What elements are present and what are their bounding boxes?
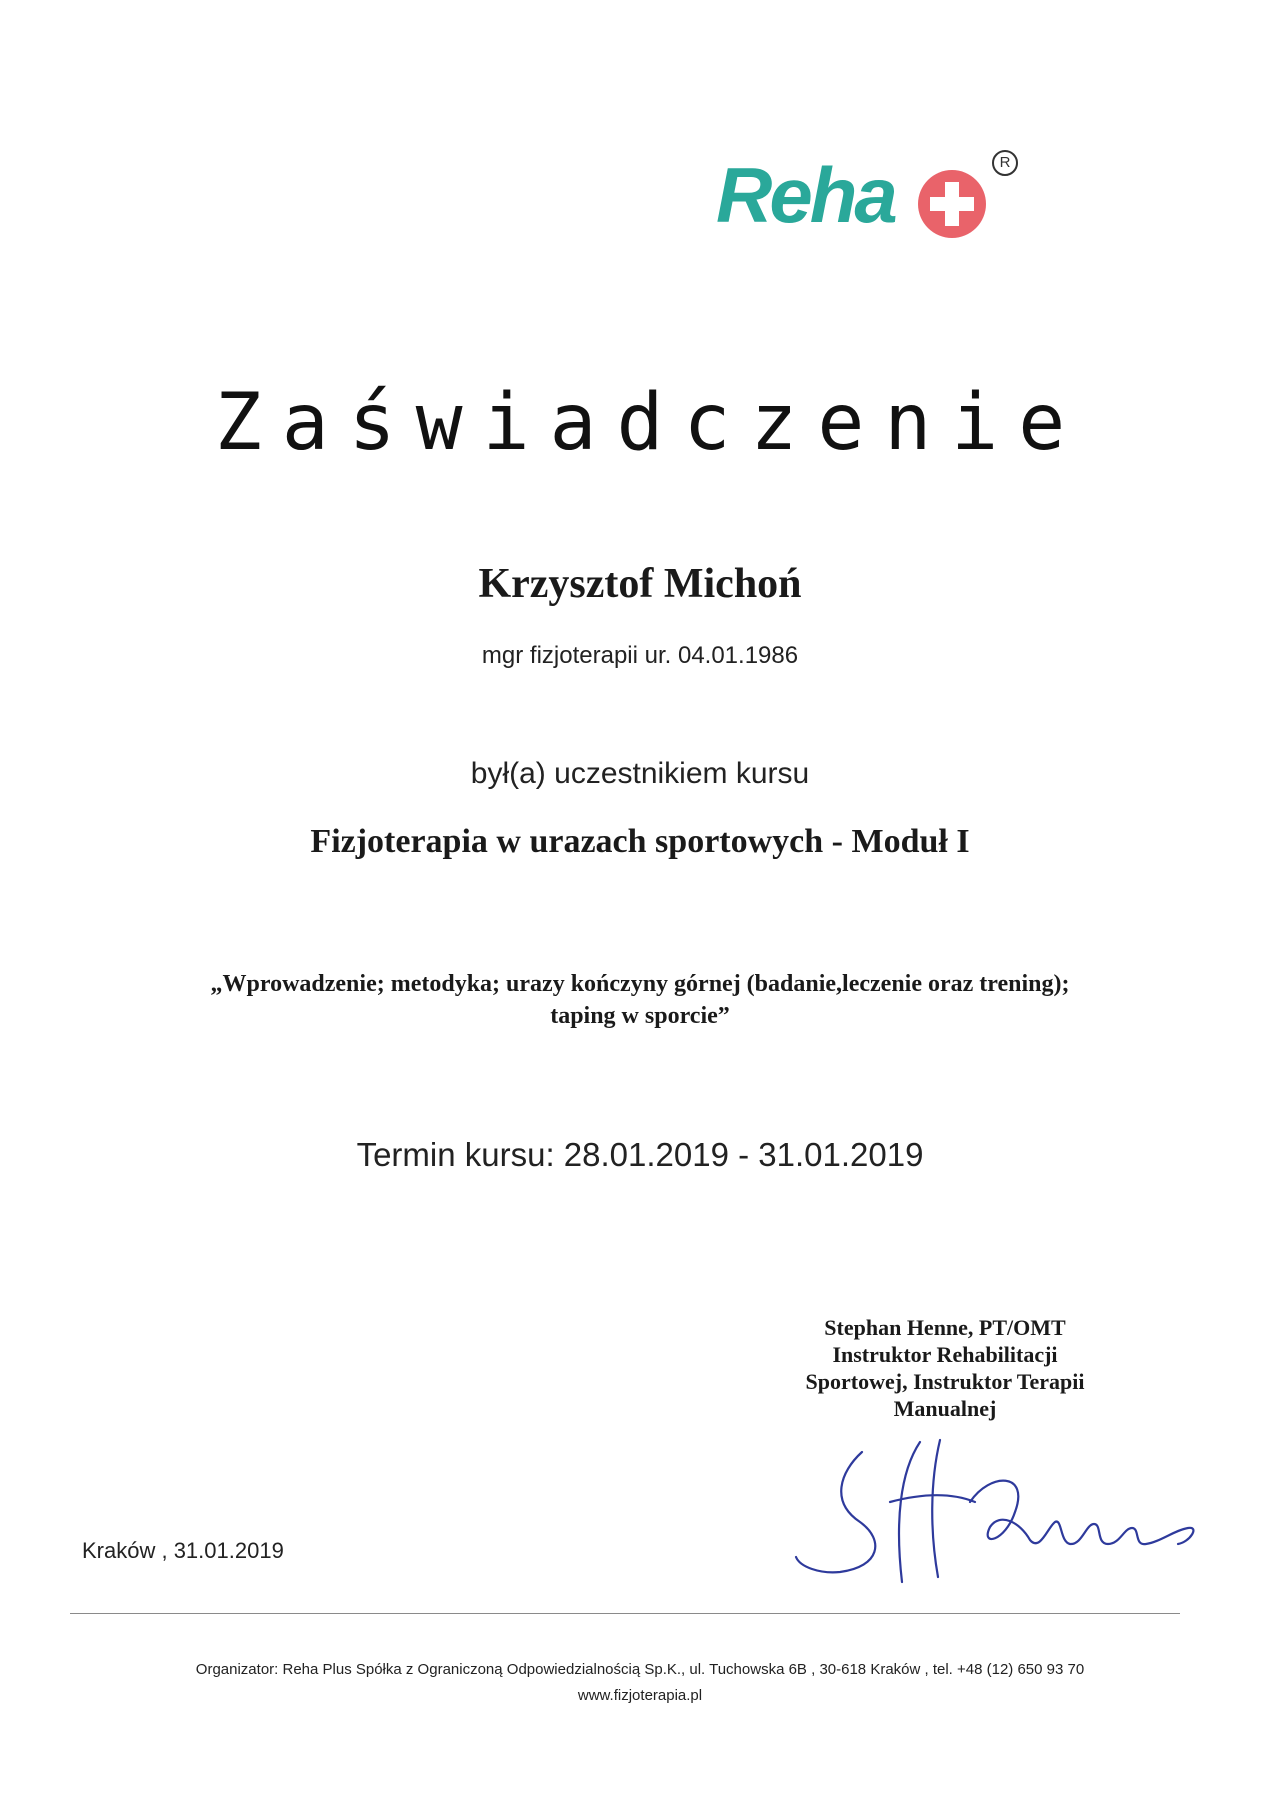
instructor-title-line-2: Sportowej, Instruktor Terapii (805, 1369, 1085, 1394)
place-and-date: Kraków , 31.01.2019 (82, 1538, 284, 1563)
logo-text: Reha (716, 151, 895, 239)
registered-mark-icon: R (992, 150, 1018, 176)
instructor-title-line-3: Manualnej (893, 1396, 997, 1421)
organizer-website: www.fizjoterapia.pl (577, 1687, 703, 1704)
instructor-title-line-1: Instruktor Rehabilitacji (832, 1342, 1058, 1367)
participant-text: był(a) uczestnikiem kursu (470, 757, 810, 790)
course-topic-line-1: „Wprowadzenie; metodyka; urazy kończyny górnej (badanie,leczenie oraz trening); (210, 971, 1070, 997)
handwritten-signature-icon (790, 1432, 1210, 1592)
course-name: Fizjoterapia w urazach sportowych - Moduł I (310, 823, 970, 860)
recipient-degree: mgr fizjoterapii ur. 04.01.1986 (481, 642, 799, 669)
recipient-name: Krzysztof Michoń (478, 561, 802, 607)
instructor-block (760, 1314, 1130, 1422)
course-dates: Termin kursu: 28.01.2019 - 31.01.2019 (356, 1136, 924, 1173)
course-topic (0, 968, 1280, 1032)
organizer-footer (0, 1657, 1280, 1709)
course-topic-line-2: taping w sporcie” (550, 1003, 730, 1029)
reha-plus-logo (716, 140, 1016, 250)
instructor-name: Stephan Henne, PT/OMT (824, 1315, 1066, 1340)
certificate-title: Zaświadczenie (214, 378, 1086, 468)
plus-icon (918, 170, 986, 238)
organizer-details: Organizator: Reha Plus Spółka z Ograniczoną Odpowiedzialnością Sp.K., ul. Tuchowska 6B , 30-618 Kraków , tel. +48 (12) 650 93 70 (195, 1661, 1085, 1678)
footer-divider (70, 1613, 1180, 1614)
